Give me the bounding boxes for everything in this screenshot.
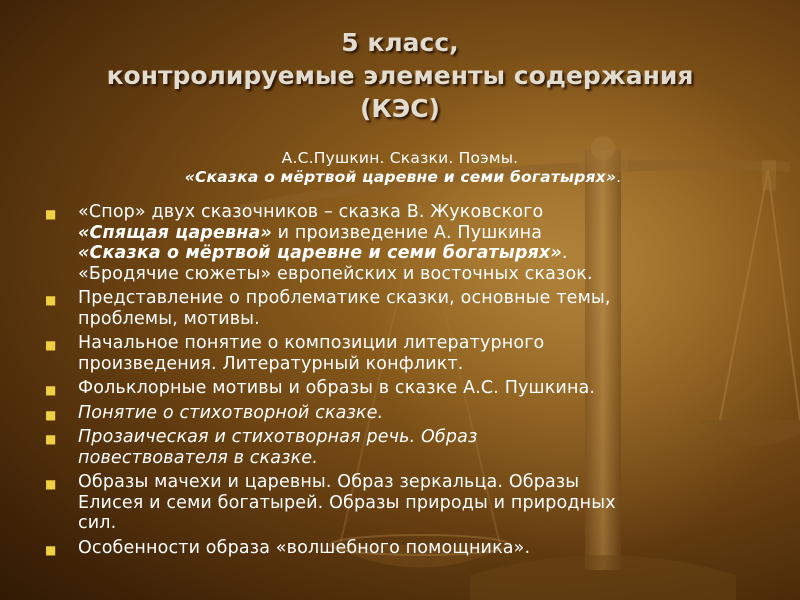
work-title: «Сказка о мёртвой царевне и семи богатырях» xyxy=(184,168,617,186)
subtitle-line-2 xyxy=(0,168,800,187)
item-line: Прозаическая и стихотворная речь. Образ xyxy=(78,427,478,447)
slide-title xyxy=(0,26,800,125)
item-text: и произведение А. Пушкина xyxy=(271,222,543,243)
square-bullet-icon: ■ xyxy=(45,293,57,307)
work-title: «Сказка о мёртвой царевне и семи богатырях» xyxy=(78,243,562,263)
list-item xyxy=(44,378,784,399)
square-bullet-icon: ■ xyxy=(45,207,57,221)
item-line: «Бродячие сюжеты» европейских и восточных сказок. xyxy=(78,263,593,284)
item-line: Образы мачехи и царевны. Образ зеркальца. Образы xyxy=(78,472,580,492)
item-line: Представление о проблематике сказки, основные темы, xyxy=(78,288,611,308)
square-bullet-icon: ■ xyxy=(45,407,57,422)
slide-subtitle xyxy=(0,149,800,187)
item-line: сил. xyxy=(78,513,117,533)
square-bullet-icon: ■ xyxy=(45,542,57,557)
item-text: . xyxy=(561,243,568,263)
list-item xyxy=(44,333,784,374)
title-line-1: 5 класс, xyxy=(341,28,459,57)
square-bullet-icon: ■ xyxy=(45,477,57,491)
item-line: произведения. Литературный конфликт. xyxy=(78,353,464,374)
list-item xyxy=(44,202,784,284)
item-line: Особенности образа «волшебного помощника». xyxy=(78,537,531,558)
item-line xyxy=(78,243,784,264)
square-bullet-icon: ■ xyxy=(45,383,57,397)
title-line-3: (КЭС) xyxy=(360,94,440,123)
square-bullet-icon: ■ xyxy=(45,432,57,446)
item-line: «Спор» двух сказочников – сказка В. Жуковского xyxy=(78,202,544,222)
subtitle-period: . xyxy=(616,168,622,186)
work-title: «Спящая царевна» xyxy=(78,222,272,243)
list-item xyxy=(44,288,784,329)
list-item xyxy=(44,472,784,534)
item-line: повествователя в сказке. xyxy=(78,447,318,468)
item-line: Елисея и семи богатырей. Образы природы и природных xyxy=(78,492,616,513)
item-line: Фольклорные мотивы и образы в сказке А.С. Пушкина. xyxy=(78,378,596,398)
content-list xyxy=(44,202,784,562)
title-line-2: контролируемые элементы содержания xyxy=(106,61,694,90)
list-item xyxy=(44,538,784,559)
item-line: проблемы, мотивы. xyxy=(78,308,260,329)
list-item xyxy=(44,403,784,424)
item-line xyxy=(78,223,784,244)
square-bullet-icon: ■ xyxy=(45,338,57,352)
subtitle-line-1: А.С.Пушкин. Сказки. Поэмы. xyxy=(281,149,519,167)
item-line: Начальное понятие о композиции литературного xyxy=(78,333,545,353)
item-line: Понятие о стихотворной сказке. xyxy=(78,402,384,423)
list-item xyxy=(44,427,784,468)
